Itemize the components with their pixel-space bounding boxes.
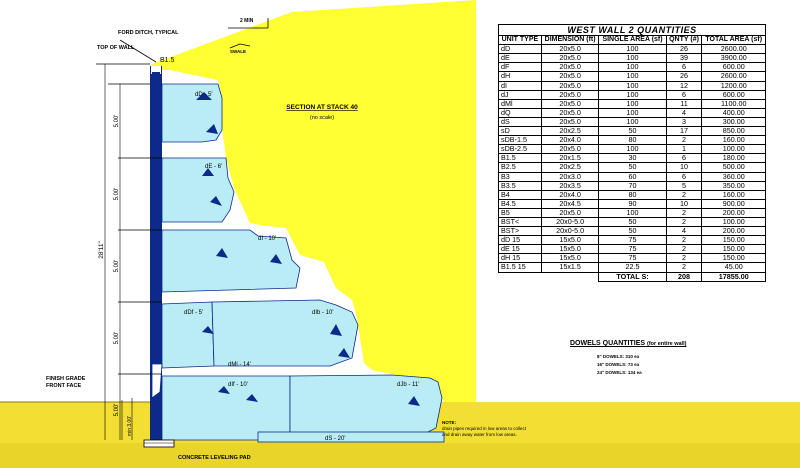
table-cell: B3 <box>499 172 542 181</box>
note-line-1: drain pipes required in low areas to collect <box>442 426 527 431</box>
table-cell: 20x5.0 <box>541 45 599 54</box>
cap-label: B1.5 <box>160 57 175 64</box>
header-qnty: QNTY (#) <box>666 36 702 45</box>
table-cell: 2 <box>666 263 702 272</box>
table-cell: 1100.00 <box>702 99 766 108</box>
header-total-area: TOTAL AREA (sf) <box>702 36 766 45</box>
table-cell: 50 <box>599 217 666 226</box>
tier-height-1: 5.00' <box>114 114 120 128</box>
table-cell: 20x5.0 <box>541 81 599 90</box>
table-row <box>499 199 766 208</box>
table-cell: 6 <box>666 90 702 99</box>
table-cell: dI <box>499 81 542 90</box>
table-cell: 100 <box>599 145 666 154</box>
table-cell: 20x5.0 <box>541 117 599 126</box>
header-dimension: DIMENSION (ft) <box>541 36 599 45</box>
table-cell: 100 <box>599 117 666 126</box>
overall-height: 28'11" <box>98 241 105 259</box>
table-cell: 20x2.5 <box>541 127 599 136</box>
table-cell: dF <box>499 63 542 72</box>
table-cell: 150.00 <box>702 245 766 254</box>
note-line-2: and drain away water from low areas. <box>442 432 517 437</box>
block-dD <box>162 84 222 142</box>
table-cell: B4.5 <box>499 199 542 208</box>
table-cell: 360.00 <box>702 172 766 181</box>
wall-face <box>150 66 162 442</box>
table-cell: 20x1.5 <box>541 154 599 163</box>
table-cell: 6 <box>666 63 702 72</box>
table-cell: 2 <box>666 208 702 217</box>
total-label: TOTAL S: <box>599 272 666 281</box>
table-cell: 4 <box>666 227 702 236</box>
table-row <box>499 90 766 99</box>
table-cell: 6 <box>666 172 702 181</box>
header-unit-type: UNIT TYPE <box>499 36 542 45</box>
tier-height-4: 5.00' <box>114 331 120 345</box>
block-label-dDf: dDf - 5' <box>184 310 204 316</box>
table-cell: 200.00 <box>702 227 766 236</box>
table-cell: 20x5.0 <box>541 54 599 63</box>
table-cell: sD <box>499 127 542 136</box>
table-cell: 100 <box>599 63 666 72</box>
table-cell: 2 <box>666 254 702 263</box>
table-cell: dH <box>499 72 542 81</box>
tier-height-5: 5.00' <box>114 403 120 417</box>
table-cell: 45.00 <box>702 263 766 272</box>
drainage-note <box>442 420 526 438</box>
table-cell: 20x3.5 <box>541 181 599 190</box>
leveling-pad-label: CONCRETE LEVELING PAD <box>178 455 251 461</box>
total-row <box>499 272 766 281</box>
table-cell: B5 <box>499 208 542 217</box>
table-cell: 10 <box>666 163 702 172</box>
table-cell: dS <box>499 117 542 126</box>
table-cell: 100 <box>599 99 666 108</box>
table-cell: 20x5.0 <box>541 108 599 117</box>
table-cell: 39 <box>666 54 702 63</box>
table-cell: 2 <box>666 136 702 145</box>
table-cell: dH 15 <box>499 254 542 263</box>
embed-label: min 3.00' <box>127 415 133 437</box>
table-cell: B2.5 <box>499 163 542 172</box>
finish-grade-label: FINISH GRADE <box>46 376 86 382</box>
table-cell: 20x5.0 <box>541 72 599 81</box>
table-cell: 20x5.0 <box>541 208 599 217</box>
table-cell: 26 <box>666 72 702 81</box>
table-cell: 3900.00 <box>702 54 766 63</box>
block-label-dI: dI - 10' <box>258 236 277 242</box>
table-cell: 900.00 <box>702 199 766 208</box>
table-cell: 20x4.0 <box>541 136 599 145</box>
table-cell: 15x5.0 <box>541 245 599 254</box>
table-cell: 10 <box>666 199 702 208</box>
table-cell: B3.5 <box>499 181 542 190</box>
tier-height-3: 5.00' <box>114 259 120 273</box>
quantities-body <box>499 45 766 281</box>
table-cell: 20x5.0 <box>541 99 599 108</box>
table-cell: 100 <box>599 81 666 90</box>
table-row <box>499 263 766 272</box>
top-of-wall-label: TOP OF WALL <box>97 45 135 51</box>
table-cell: 17 <box>666 127 702 136</box>
table-cell: sDB-1.5 <box>499 136 542 145</box>
table-cell: 30 <box>599 154 666 163</box>
table-cell: dMl <box>499 99 542 108</box>
dowels-title-text: DOWELS QUANTITIES <box>570 340 646 347</box>
tier-height-2: 5.00' <box>114 187 120 201</box>
table-cell: 2 <box>666 190 702 199</box>
table-cell: B4 <box>499 190 542 199</box>
table-cell: 2 <box>666 245 702 254</box>
table-cell: 500.00 <box>702 163 766 172</box>
table-cell: 300.00 <box>702 117 766 126</box>
block-label-dIb: dIb - 10' <box>312 310 334 316</box>
note-heading: NOTE: <box>442 420 456 425</box>
quantities-table <box>498 24 766 282</box>
table-cell: 2600.00 <box>702 72 766 81</box>
table-cell: 3 <box>666 117 702 126</box>
ground-band <box>0 443 800 468</box>
table-cell: 100 <box>599 72 666 81</box>
table-cell: dD 15 <box>499 236 542 245</box>
table-cell: 15x5.0 <box>541 236 599 245</box>
table-cell: dQ <box>499 108 542 117</box>
table-cell: 350.00 <box>702 181 766 190</box>
swale-label: FORD DITCH, TYPICAL <box>118 30 179 36</box>
block-label-dJb: dJb - 11' <box>397 382 420 388</box>
table-cell: sDB-2.5 <box>499 145 542 154</box>
table-cell: 50 <box>599 127 666 136</box>
table-cell: 75 <box>599 245 666 254</box>
table-row <box>499 190 766 199</box>
dowels-subtitle: (for entire wall) <box>647 341 687 347</box>
block-label-dIf: dIf - 10' <box>228 382 248 388</box>
table-cell: 22.5 <box>599 263 666 272</box>
table-cell: 20x4.0 <box>541 190 599 199</box>
table-cell: 60 <box>599 172 666 181</box>
dowels-title <box>570 340 686 347</box>
section-title: SECTION AT STACK 40 <box>286 104 358 111</box>
table-cell: 2 <box>666 217 702 226</box>
table-cell: BST> <box>499 227 542 236</box>
table-cell: dJ <box>499 90 542 99</box>
leveling-pad <box>144 440 174 447</box>
table-cell: 50 <box>599 163 666 172</box>
table-cell: 160.00 <box>702 136 766 145</box>
table-cell: 11 <box>666 99 702 108</box>
table-cell: 90 <box>599 199 666 208</box>
quantities-title: WEST WALL 2 QUANTITIES <box>498 24 766 35</box>
table-cell: BST< <box>499 217 542 226</box>
table-cell: 850.00 <box>702 127 766 136</box>
table-cell: 75 <box>599 254 666 263</box>
table-cell: 20x2.5 <box>541 163 599 172</box>
table-cell: 100 <box>599 208 666 217</box>
table-row <box>499 99 766 108</box>
block-label-dS: dS - 20' <box>325 436 346 442</box>
table-cell: 150.00 <box>702 254 766 263</box>
min-label: 2 MIN <box>240 18 254 24</box>
table-cell: dE 15 <box>499 245 542 254</box>
table-cell: 20x0-5.0 <box>541 227 599 236</box>
table-cell: 20x3.0 <box>541 172 599 181</box>
table-cell: 75 <box>599 236 666 245</box>
table-cell: 12 <box>666 81 702 90</box>
table-row <box>499 72 766 81</box>
table-cell: B1.5 <box>499 154 542 163</box>
front-face-label: FRONT FACE <box>46 383 82 389</box>
block-dE <box>162 158 234 222</box>
table-cell: 100 <box>599 108 666 117</box>
table-cell: 5 <box>666 181 702 190</box>
table-cell: 20x4.5 <box>541 199 599 208</box>
total-area: 17855.00 <box>702 272 766 281</box>
table-row <box>499 81 766 90</box>
table-cell: 80 <box>599 190 666 199</box>
table-cell: 1 <box>666 145 702 154</box>
table-cell: 200.00 <box>702 208 766 217</box>
table-cell: 600.00 <box>702 90 766 99</box>
table-cell: dD <box>499 45 542 54</box>
table-cell: 20x5.0 <box>541 145 599 154</box>
table-cell: 80 <box>599 136 666 145</box>
table-cell: dE <box>499 54 542 63</box>
table-cell: 20x5.0 <box>541 63 599 72</box>
table-row <box>499 163 766 172</box>
table-cell: 50 <box>599 227 666 236</box>
table-cell: 15x1.5 <box>541 263 599 272</box>
table-cell: 4 <box>666 108 702 117</box>
table-cell: 100.00 <box>702 217 766 226</box>
block-dS <box>258 432 444 442</box>
table-cell: 150.00 <box>702 236 766 245</box>
header-single-area: SINGLE AREA (sf) <box>599 36 666 45</box>
table-row <box>499 172 766 181</box>
block-label-dE: dE - 6' <box>205 164 223 170</box>
table-cell: 100 <box>599 45 666 54</box>
table-cell: 1200.00 <box>702 81 766 90</box>
total-qty: 208 <box>666 272 702 281</box>
table-cell: 20x5.0 <box>541 90 599 99</box>
table-cell: 2600.00 <box>702 45 766 54</box>
table-cell: 160.00 <box>702 190 766 199</box>
block-dIf <box>162 376 290 440</box>
table-cell: 100.00 <box>702 145 766 154</box>
total-blank <box>541 272 599 281</box>
table-cell: 15x5.0 <box>541 254 599 263</box>
table-cell: 26 <box>666 45 702 54</box>
table-cell: 100 <box>599 90 666 99</box>
block-label-dD: dD - 5' <box>195 92 213 98</box>
table-cell: 400.00 <box>702 108 766 117</box>
table-cell: 180.00 <box>702 154 766 163</box>
table-cell: 2 <box>666 236 702 245</box>
table-cell: 600.00 <box>702 63 766 72</box>
dowel-line-8: 8" DOWELS: 310 ea <box>597 354 640 359</box>
dowel-line-16: 16" DOWELS: 73 ea <box>597 362 640 367</box>
table-row <box>499 181 766 190</box>
table-cell: 100 <box>599 54 666 63</box>
table-cell: B1.5 15 <box>499 263 542 272</box>
table-cell: 70 <box>599 181 666 190</box>
swale-tag: SWALE <box>230 49 247 54</box>
table-cell: 20x0-5.0 <box>541 217 599 226</box>
section-subtitle: (no scale) <box>309 115 335 121</box>
dowel-line-24: 24" DOWELS: 134 ea <box>597 370 642 375</box>
total-blank <box>499 272 542 281</box>
block-label-dMl: dMl - 14' <box>228 362 251 368</box>
table-cell: 6 <box>666 154 702 163</box>
